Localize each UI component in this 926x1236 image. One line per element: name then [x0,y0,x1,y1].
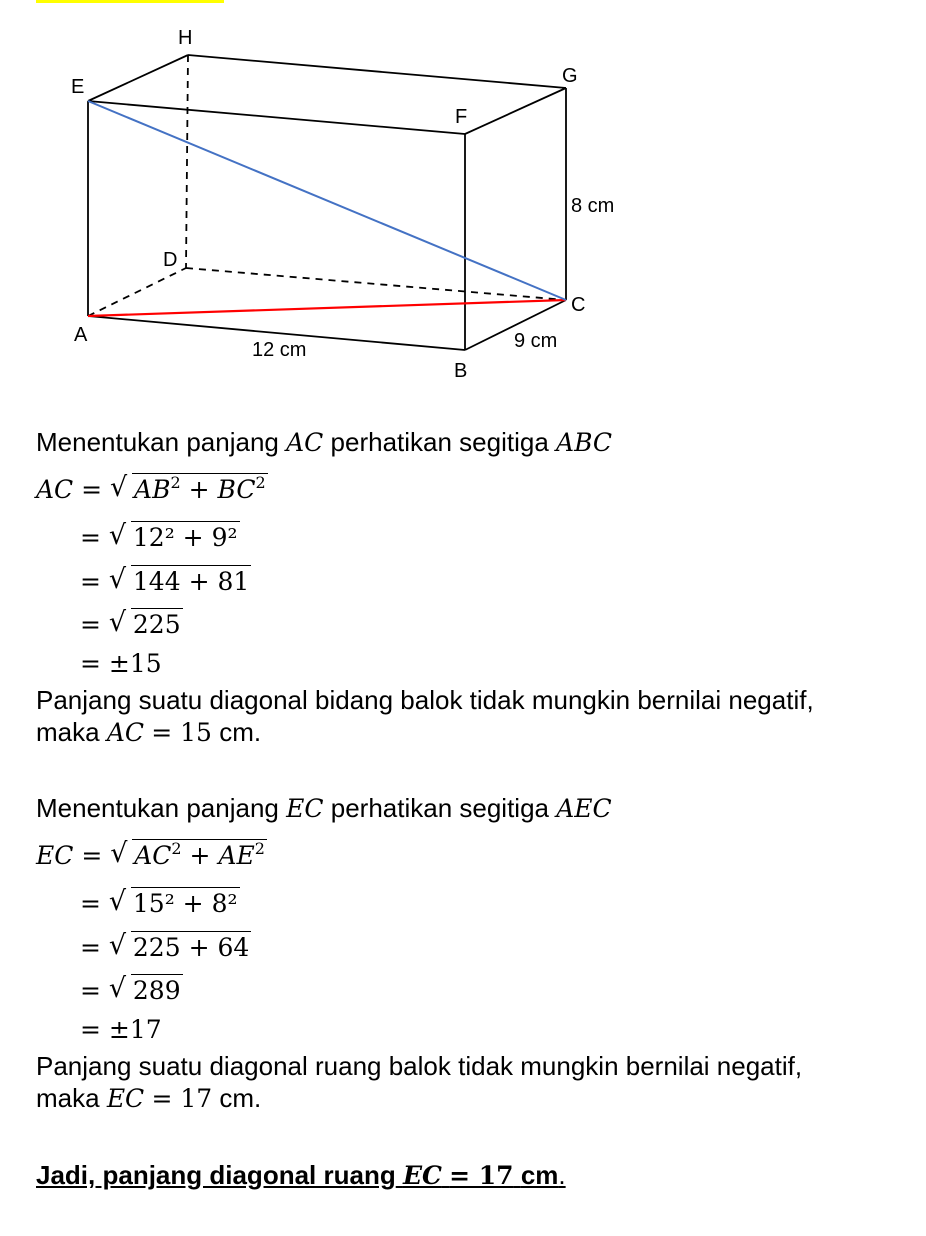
section2-eq-line3: = √ 225 + 64 [80,932,251,964]
diagonal-EC [88,101,566,300]
section2-intro: Menentukan panjang EC perhatikan segitiga AEC [36,793,612,823]
section1-eq-line2: = √ 12² + 9² [80,522,240,554]
section2-eq-line1: EC = √ $AC^2 + AE^2$ [36,840,267,872]
section1-eq-line5: = ±15 [80,649,162,678]
section1-conclusion-line2: maka AC = 15 cm. [36,717,262,747]
section2-conclusion-line1: Panjang suatu diagonal ruang balok tidak mungkin bernilai negatif, [36,1051,803,1081]
edge-HD [186,55,188,268]
final-answer: Jadi, panjang diagonal ruang EC = 17 cm. [36,1160,566,1190]
vertex-label-C: C [571,294,586,316]
edge-EF [88,101,468,134]
vertex-label-E: E [71,76,85,98]
vertex-label-F: F [455,106,468,128]
section1-intro: Menentukan panjang AC perhatikan segitiga ABC [36,427,613,457]
edge-AD [88,268,186,316]
edge-EH [88,55,188,101]
edge-FG [465,88,566,134]
section2-eq-line5: = ±17 [80,1015,162,1044]
vertex-label-G: G [562,65,578,87]
diagonal-AC [88,300,566,316]
section2-eq-line2: = √ 15² + 8² [80,888,240,920]
edge-DC [186,268,566,300]
section1-conclusion-line1: Panjang suatu diagonal bidang balok tidak mungkin bernilai negatif, [36,685,814,715]
vertex-label-D: D [163,249,178,271]
section2-eq-line4: = √ 289 [80,975,183,1007]
section1-eq-line1: AC = √ $AB^2 + BC^2$ [36,474,268,506]
cuboid-figure [0,0,926,400]
dimension-label-BC: 9 cm [514,330,558,352]
section2-conclusion-line2: maka EC = 17 cm. [36,1083,262,1113]
section1-eq-line4: = √ 225 [80,609,183,641]
dimension-label-CG: 8 cm [571,195,615,217]
section1-eq-line3: = √ 144 + 81 [80,566,251,598]
vertex-label-A: A [74,324,88,346]
edge-HG [188,55,566,88]
dimension-label-AB: 12 cm [252,339,307,361]
vertex-label-B: B [454,360,468,382]
vertex-label-H: H [178,27,193,49]
